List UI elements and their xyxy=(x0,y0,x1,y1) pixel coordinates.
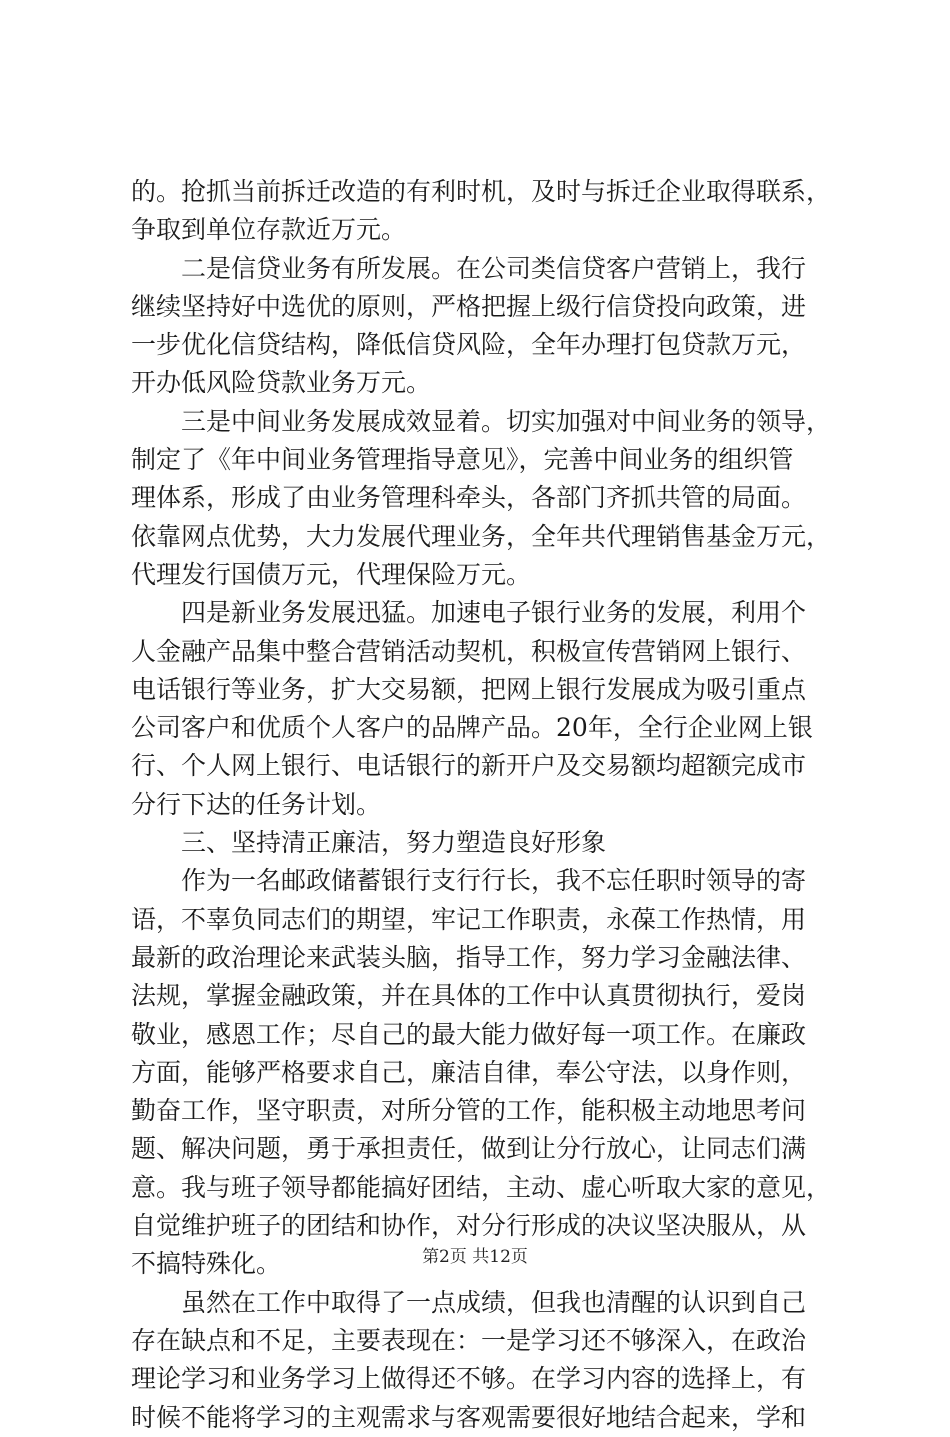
text-line: 公司客户和优质个人客户的品牌产品。20年，全行企业网上银 xyxy=(131,713,813,743)
text-line: 理论学习和业务学习上做得还不够。在学习内容的选择上，有 xyxy=(131,1364,807,1394)
text-line: 分行下达的任务计划。 xyxy=(131,789,382,819)
text-line: 开办低风险贷款业务万元。 xyxy=(131,368,432,398)
text-line: 意。我与班子领导都能搞好团结，主动、虚心听取大家的意见， xyxy=(131,1172,832,1202)
text-line: 虽然在工作中取得了一点成绩，但我也清醒的认识到自己 xyxy=(181,1287,807,1317)
text-line: 勤奋工作，坚守职责，对所分管的工作，能积极主动地思考问 xyxy=(131,1096,807,1126)
text-line: 人金融产品集中整合营销活动契机，积极宣传营销网上银行、 xyxy=(131,636,807,666)
text-line: 争取到单位存款近万元。 xyxy=(131,215,407,245)
text-line: 四是新业务发展迅猛。加速电子银行业务的发展，利用个 xyxy=(181,598,807,628)
text-line: 的。抢抓当前拆迁改造的有利时机，及时与拆迁企业取得联系， xyxy=(131,177,832,206)
text-line: 语，不辜负同志们的期望，牢记工作职责，永葆工作热情，用 xyxy=(131,904,807,934)
text-line: 法规，掌握金融政策，并在具体的工作中认真贯彻执行，爱岗 xyxy=(131,981,807,1011)
text-line: 二是信贷业务有所发展。在公司类信贷客户营销上，我行 xyxy=(181,253,807,283)
text-line: 方面，能够严格要求自己，廉洁自律，奉公守法，以身作则， xyxy=(131,1057,807,1087)
text-line: 一步优化信贷结构，降低信贷风险，全年办理打包贷款万元， xyxy=(131,330,807,360)
text-line: 自觉维护班子的团结和协作，对分行形成的决议坚决服从，从 xyxy=(131,1211,807,1241)
text-line: 最新的政治理论来武装头脑，指导工作，努力学习金融法律、 xyxy=(131,942,807,972)
text-line: 制定了《年中间业务管理指导意见》，完善中间业务的组织管 xyxy=(131,445,794,475)
page-number-label: 第2页 共12页 xyxy=(422,1247,528,1267)
text-line: 敬业，感恩工作；尽自己的最大能力做好每一项工作。在廉政 xyxy=(131,1019,807,1049)
page-footer xyxy=(0,1242,950,1267)
text-line: 三是中间业务发展成效显着。切实加强对中间业务的领导， xyxy=(181,406,832,436)
text-line: 电话银行等业务，扩大交易额，把网上银行发展成为吸引重点 xyxy=(131,674,807,704)
text-line: 题、解决问题，勇于承担责任，做到让分行放心，让同志们满 xyxy=(131,1134,807,1164)
text-line: 三、坚持清正廉洁，努力塑造良好形象 xyxy=(181,828,607,858)
text-line: 时候不能将学习的主观需求与客观需要很好地结合起来，学和 xyxy=(131,1402,807,1432)
text-line: 不搞特殊化。 xyxy=(131,1249,282,1279)
text-line: 依靠网点优势，大力发展代理业务，全年共代理销售基金万元， xyxy=(131,521,832,551)
text-line: 代理发行国债万元，代理保险万元。 xyxy=(131,559,532,589)
text-line: 作为一名邮政储蓄银行支行行长，我不忘任职时领导的寄 xyxy=(181,866,807,896)
text-line: 存在缺点和不足，主要表现在：一是学习还不够深入，在政治 xyxy=(131,1325,807,1355)
text-line: 继续坚持好中选优的原则，严格把握上级行信贷投向政策，进 xyxy=(131,291,807,321)
text-line: 理体系，形成了由业务管理科牵头，各部门齐抓共管的局面。 xyxy=(131,483,807,513)
text-line: 行、个人网上银行、电话银行的新开户及交易额均超额完成市 xyxy=(131,751,807,781)
